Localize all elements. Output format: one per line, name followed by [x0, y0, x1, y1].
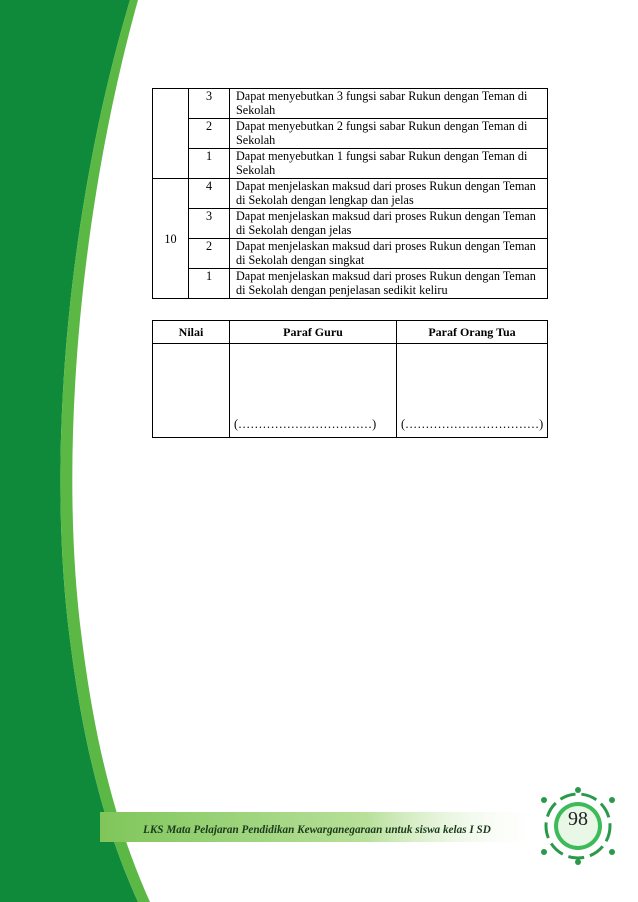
- criterion-number-cell: [153, 89, 189, 179]
- description-cell: Dapat menyebutkan 2 fungsi sabar Rukun dengan Teman di Sekolah: [230, 119, 548, 149]
- description-cell: Dapat menjelaskan maksud dari proses Rukun dengan Teman di Sekolah dengan jelas: [230, 209, 548, 239]
- grade-header-row: [153, 321, 548, 344]
- score-cell: 1: [189, 269, 230, 299]
- score-cell: 3: [189, 89, 230, 119]
- table-row: [153, 239, 548, 269]
- score-cell: 1: [189, 149, 230, 179]
- paraf-guru-header: Paraf Guru: [230, 321, 397, 344]
- criterion-number-cell: 10: [153, 179, 189, 299]
- description-cell: Dapat menjelaskan maksud dari proses Rukun dengan Teman di Sekolah dengan singkat: [230, 239, 548, 269]
- footer-title: LKS Mata Pelajaran Pendidikan Kewarganegaraan untuk siswa kelas I SD: [143, 824, 491, 836]
- score-cell: 2: [189, 239, 230, 269]
- description-cell: Dapat menyebutkan 3 fungsi sabar Rukun dengan Teman di Sekolah: [230, 89, 548, 119]
- score-cell: 4: [189, 179, 230, 209]
- page-number: 98: [568, 808, 588, 830]
- description-cell: Dapat menyebutkan 1 fungsi sabar Rukun dengan Teman di Sekolah: [230, 149, 548, 179]
- grade-signature-table: [152, 320, 548, 438]
- score-cell: 3: [189, 209, 230, 239]
- table-row: [153, 119, 548, 149]
- paraf-orang-tua-header: Paraf Orang Tua: [397, 321, 548, 344]
- description-cell: Dapat menjelaskan maksud dari proses Rukun dengan Teman di Sekolah dengan penjelasan sedikit keliru: [230, 269, 548, 299]
- parent-signature-field[interactable]: (……………………………): [397, 344, 548, 438]
- table-row: [153, 179, 548, 209]
- table-row: [153, 209, 548, 239]
- guru-signature-field[interactable]: (……………………………): [230, 344, 397, 438]
- table-row: [153, 89, 548, 119]
- nilai-header: Nilai: [153, 321, 230, 344]
- table-row: [153, 269, 548, 299]
- description-cell: Dapat menjelaskan maksud dari proses Rukun dengan Teman di Sekolah dengan lengkap dan jelas: [230, 179, 548, 209]
- grade-body-row: [153, 344, 548, 438]
- table-row: [153, 149, 548, 179]
- nilai-field[interactable]: [153, 344, 230, 438]
- rubric-table: [152, 88, 548, 299]
- score-cell: 2: [189, 119, 230, 149]
